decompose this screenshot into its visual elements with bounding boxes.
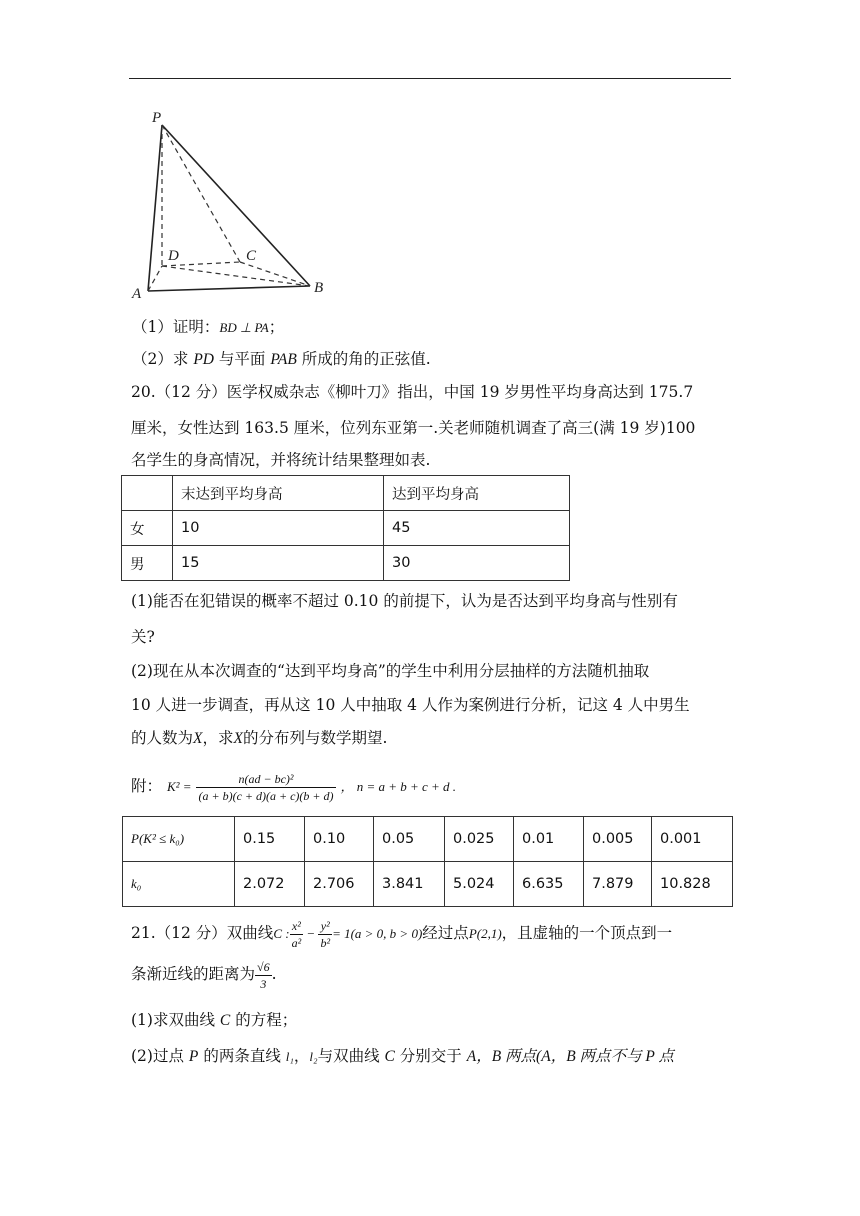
q21-frac-y	[318, 918, 332, 951]
frac-den: b²	[320, 935, 331, 950]
q20-p2-text-c: 的分布列与数学期望.	[242, 729, 388, 747]
q19-part1	[132, 317, 284, 338]
table-cell: 0.025	[445, 817, 514, 862]
frac-num: x²	[290, 918, 304, 935]
q21-p2-comma: ，	[293, 1047, 310, 1065]
table-cell: 15	[173, 546, 384, 581]
formula-n: ， n = a + b + c + d .	[340, 779, 457, 794]
q20-p2-x: X	[193, 730, 203, 747]
table-row-label: P(K² ≤ k₀)	[123, 817, 235, 862]
q19-part2-pd: PD	[193, 351, 214, 368]
edge-pc	[162, 125, 240, 262]
q21-text-c: ，且虚轴的一个顶点到一	[501, 924, 673, 942]
q21-cond: = 1(a > 0, b > 0)	[332, 926, 423, 941]
q21-text-a: 21.（12 分）双曲线	[131, 924, 274, 942]
formula-fraction	[196, 771, 335, 804]
q19-part1-suffix: ；	[268, 318, 285, 336]
table-cell: 2.072	[235, 862, 305, 907]
q20-p2-text-a: 的人数为	[131, 729, 194, 747]
q20-p2-x2: X	[233, 730, 243, 747]
table-cell: 6.635	[514, 862, 584, 907]
q19-part2-a: （2）求	[132, 350, 189, 368]
q21-p2	[131, 1046, 674, 1067]
table-cell: 男	[122, 546, 173, 581]
q21-p2-d: 分别交于	[399, 1047, 462, 1065]
label-b: B	[314, 280, 324, 296]
q21-p2-c: 与双曲线	[317, 1047, 380, 1065]
q20-line1: 20.（12 分）医学权威杂志《柳叶刀》指出，中国 19 岁男性平均身高达到 175.7	[131, 383, 694, 401]
q19-part1-prefix: （1）证明：	[132, 318, 220, 336]
q19-part2-mid: 与平面	[218, 350, 266, 368]
label-d: D	[168, 248, 179, 264]
q21-p2-a: (2)过点	[131, 1047, 184, 1065]
q20-p2-text-b: ，求	[202, 729, 234, 747]
table-cell: 45	[384, 511, 570, 546]
table-cell: 女	[122, 511, 173, 546]
q20-line2: 厘米，女性达到 163.5 厘米，位列东亚第一.关老师随机调查了高三(满 19 岁)100	[131, 419, 696, 437]
q19-part2-pab: PAB	[270, 351, 297, 368]
q21-p1-end: 的方程；	[235, 1011, 298, 1029]
table-cell: 0.005	[584, 817, 652, 862]
label-p: P	[152, 110, 162, 126]
q19-part1-math: BD ⊥ PA	[219, 320, 269, 335]
q21-p1-a: (1)求双曲线	[131, 1011, 215, 1029]
q21-p2-b: 的两条直线	[203, 1047, 281, 1065]
edge-db	[162, 266, 310, 286]
q21-line1: 21.（12 分）双曲线C : $\frac{\text{x²}}{\text{a²}}$ − $\frac{\text{y²}}{\text{b²}}$ = 1(a > 0, b > 0)经过点P(2,1)，且虚轴的一个顶点到一	[131, 918, 673, 950]
q21-p2-l1: l₁	[285, 1049, 294, 1064]
frac-num: y²	[318, 918, 332, 935]
table-row	[123, 817, 733, 862]
frac-den: a²	[291, 935, 302, 950]
q21-distance-frac	[255, 959, 272, 992]
q21-line2-b: .	[271, 965, 277, 983]
table-cell: 5.024	[445, 862, 514, 907]
q20-p1-line1: (1)能否在犯错误的概率不超过 0.10 的前提下，认为是否达到平均身高与性别有	[131, 592, 678, 610]
q21-text-b: 经过点	[422, 924, 469, 942]
label-c: C	[246, 248, 257, 264]
q21-line2-a: 条渐近线的距离为	[131, 965, 256, 983]
frac-den: 3	[260, 976, 267, 991]
q20-p2-line2: 10 人进一步调查，再从这 10 人中抽取 4 人作为案例进行分析，记这 4 人中男生	[131, 696, 690, 714]
q20-line3: 名学生的身高情况，并将统计结果整理如表.	[131, 451, 431, 469]
q21-p1-c: C	[219, 1012, 231, 1029]
q20-p2-line1: (2)现在从本次调查的“达到平均身高”的学生中利用分层抽样的方法随机抽取	[131, 662, 650, 680]
q21-p2-p: P	[188, 1048, 199, 1065]
table-header: 达到平均身高	[384, 476, 570, 511]
edge-pa	[148, 125, 162, 291]
q21-line2	[131, 956, 277, 992]
table-cell: 0.10	[305, 817, 374, 862]
table-cell: 30	[384, 546, 570, 581]
frac-num: √6	[257, 959, 270, 974]
q21-point: P(2,1)	[468, 926, 502, 941]
table-cell: 3.841	[374, 862, 445, 907]
table-cell: 2.706	[305, 862, 374, 907]
q20-p1-line2: 关?	[131, 628, 155, 646]
q19-part2-end: 所成的角的正弦值.	[301, 350, 431, 368]
table-row	[122, 546, 570, 581]
table-cell: 0.001	[652, 817, 733, 862]
table-cell: 10.828	[652, 862, 733, 907]
table-row	[123, 862, 733, 907]
table-row	[122, 511, 570, 546]
table-header: 末达到平均身高	[173, 476, 384, 511]
edge-ab	[148, 286, 310, 291]
table-cell: 0.05	[374, 817, 445, 862]
table-cell	[122, 476, 173, 511]
pyramid-figure	[128, 108, 338, 303]
table-row	[122, 476, 570, 511]
formula-lhs: K² =	[166, 779, 192, 794]
q21-p1	[131, 1010, 297, 1031]
q21-curve: C :	[273, 926, 290, 941]
q19-part2	[132, 349, 431, 370]
table-cell: 0.15	[235, 817, 305, 862]
critical-value-table	[122, 816, 733, 907]
table-cell: 7.879	[584, 862, 652, 907]
table-cell: 10	[173, 511, 384, 546]
q20-appendix	[131, 764, 456, 808]
table-cell: 0.01	[514, 817, 584, 862]
q21-p2-l2: l₂	[309, 1049, 318, 1064]
formula-numerator: n(ad − bc)²	[196, 771, 335, 788]
label-a: A	[132, 286, 142, 302]
q21-p2-e: A，B 两点(A，B 两点不与 P 点	[466, 1048, 674, 1065]
q20-p2-line3	[131, 728, 387, 749]
header-rule	[129, 78, 731, 79]
table-row-label: k₀	[123, 862, 235, 907]
height-table	[121, 475, 570, 581]
appendix-label: 附：	[131, 777, 163, 795]
formula-denominator: (a + b)(c + d)(a + c)(b + d)	[198, 788, 334, 803]
q21-frac-x	[290, 918, 304, 951]
q21-p2-cc: C	[384, 1048, 395, 1065]
